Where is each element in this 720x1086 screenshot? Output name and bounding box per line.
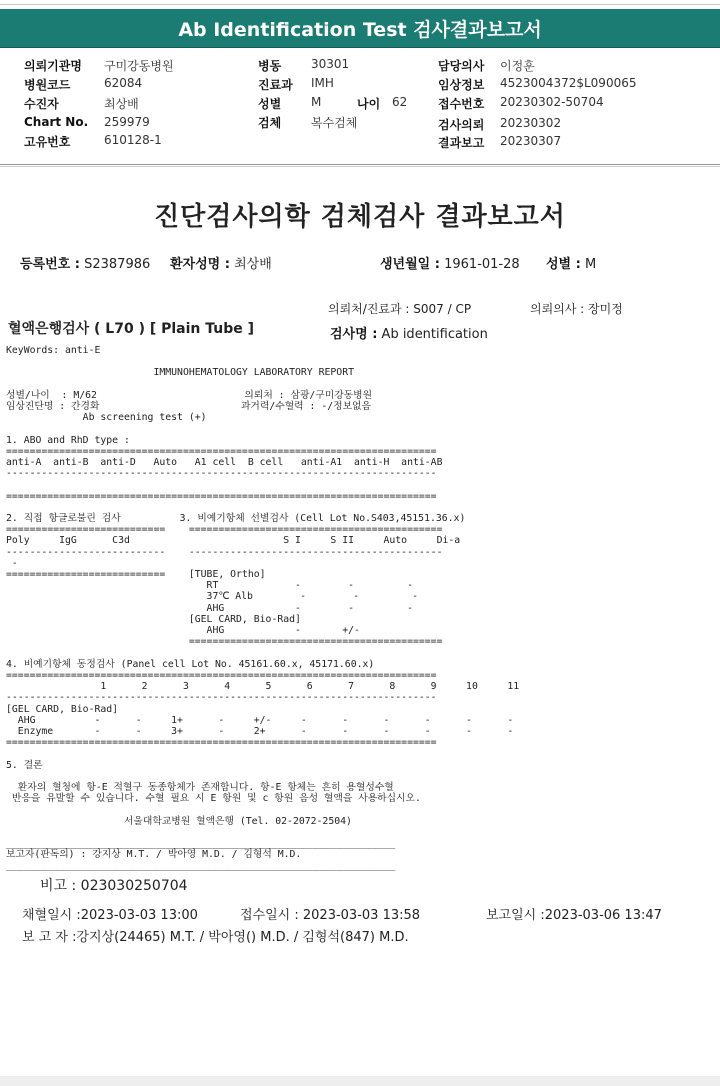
reporters: 보 고 자 :강지상(24465) M.T. / 박아영() M.D. / 김형석(847) M.D.	[22, 930, 409, 945]
result-report-label: 결과보고	[438, 136, 485, 150]
examinee-value: 최상배	[104, 97, 139, 111]
collection-time: 채혈일시 :2023-03-03 13:00	[22, 908, 198, 923]
report-line: 보고자(판독의) : 강지상 M.T. / 박아영 M.D. / 김형석 M.D.	[6, 849, 302, 861]
receipt-no-value: 20230302-50704	[500, 95, 604, 109]
sex-label: 성별	[258, 97, 282, 111]
report-line: Poly IgG C3d S I S II Auto Di-a	[6, 535, 461, 547]
document-title: 진단검사의학 검체검사 결과보고서	[154, 202, 566, 232]
report-line: [GEL CARD, Bio-Rad]	[6, 613, 301, 625]
receipt-time: 접수일시 : 2023-03-03 13:58	[240, 908, 421, 923]
report-line: RT - - -	[6, 580, 413, 592]
birth-date: 생년월일 : 1961-01-28	[380, 257, 520, 272]
report-line: 환자의 혈청에 항-E 적혈구 동종항체가 존재합니다. 항-E 항체는 흔히 용혈성수혈	[6, 781, 394, 793]
report-line: anti-A anti-B anti-D Auto A1 cell B cell anti-A1 anti-H anti-AB	[6, 457, 443, 469]
ward-label: 병동	[258, 59, 282, 73]
patient-sex: 성별 : M	[546, 257, 597, 272]
report-line: =========================== ===========================================	[6, 524, 443, 536]
examinee-row: 수진자	[24, 97, 59, 111]
report-line: =========================================================================	[6, 669, 437, 681]
test-request-value: 20230302	[500, 116, 562, 130]
report-line: __________________________________________________________________	[6, 837, 396, 849]
department-label: 진료과	[258, 78, 293, 92]
report-line: KeyWords: anti-E	[6, 345, 101, 356]
report-line: Enzyme - - 3+ - 2+ - - - - - -	[6, 725, 514, 737]
report-line: __________________________________________________________________	[6, 860, 396, 872]
chart-no-row: Chart No.	[24, 115, 89, 129]
specimen-value: 복수검체	[311, 116, 358, 130]
report-line: 2. 직접 항글로불린 검사 3. 비예기항체 선별검사 (Cell Lot No.S403,45151.36.x)	[6, 513, 466, 525]
referring-department: 의뢰처/진료과 : S007 / CP	[328, 302, 472, 316]
clinical-info-label: 임상정보	[438, 78, 485, 92]
attending-doctor-label: 담당의사	[438, 59, 485, 73]
test-request-label: 검사의뢰	[438, 118, 485, 132]
test-section-title: 혈액은행검사 ( L70 ) [ Plain Tube ]	[8, 321, 255, 337]
report-line: 임상진단명 : 간경화 과거력/수혈력 : -/정보없음	[6, 401, 371, 413]
registration-no: 등록번호 : S2387986	[20, 257, 151, 272]
report-line: 성별/나이 : M/62 의뢰처 : 삼광/구미강동병원	[6, 389, 373, 401]
hospital-name-row: 의뢰기관명	[24, 59, 82, 73]
report-line: 37℃ Alb - - -	[6, 591, 419, 603]
hospital-code-value: 62084	[104, 76, 143, 90]
report-line: -------------------------------------------------------------------------	[6, 468, 437, 480]
header-divider	[0, 164, 720, 165]
specimen-label: 검체	[258, 116, 282, 130]
attending-doctor-value: 이정훈	[500, 59, 535, 73]
hospital-name-value: 구미강동병원	[104, 59, 174, 73]
report-line: =========================== [TUBE, Ortho]	[6, 569, 266, 581]
clinical-info-value: 4523004372$L090065	[500, 76, 637, 90]
report-line: 1 2 3 4 5 6 7 8 9 10 11	[6, 681, 520, 693]
report-line: =========================================================================	[6, 445, 437, 457]
report-line: Ab screening test (+)	[6, 412, 207, 424]
top-divider	[0, 4, 720, 5]
report-line: ===========================================	[6, 636, 443, 648]
patient-name: 환자성명 : 최상배	[170, 257, 272, 272]
report-line: 1. ABO and RhD type :	[6, 434, 130, 446]
report-line: -	[6, 557, 18, 569]
report-line: =========================================================================	[6, 737, 437, 749]
receipt-no-label: 접수번호	[438, 97, 485, 111]
report-line: AHG - +/-	[6, 625, 360, 637]
referring-doctor: 의뢰의사 : 장미정	[530, 302, 623, 316]
chart-no-value: 259979	[104, 115, 150, 129]
hospital-code-row: 병원코드	[24, 78, 71, 92]
report-line: 서울대학교병원 혈액은행 (Tel. 02-2072-2504)	[6, 815, 352, 827]
report-line: 4. 비예기항체 동정검사 (Panel cell Lot No. 45161.60.x, 45171.60.x)	[6, 658, 375, 670]
unique-no-value: 610128-1	[104, 133, 162, 147]
lab-report-body	[6, 345, 519, 872]
remark: 비고 : 023030250704	[40, 878, 188, 894]
ward-value: 30301	[311, 57, 350, 71]
report-line: 5. 결론	[6, 759, 43, 771]
report-line: AHG - - -	[6, 602, 413, 614]
sex-value: M	[311, 95, 322, 109]
bottom-band	[0, 1076, 720, 1086]
age-value: 62	[392, 95, 408, 109]
result-report-value: 20230307	[500, 134, 562, 148]
report-line: -------------------------------------------------------------------------	[6, 692, 437, 704]
report-time: 보고일시 :2023-03-06 13:47	[486, 908, 662, 923]
report-line: =========================================================================	[6, 490, 437, 502]
header-divider-shadow	[0, 166, 720, 167]
age-label: 나이	[357, 97, 381, 111]
report-line: [GEL CARD, Bio-Rad]	[6, 703, 119, 715]
unique-no-row: 고유번호	[24, 135, 71, 149]
report-title: Ab Identification Test 검사결과보고서	[178, 18, 542, 41]
test-name: 검사명 : Ab identification	[330, 327, 488, 342]
department-value: IMH	[311, 76, 334, 90]
report-title-bar	[0, 9, 720, 48]
report-line: AHG - - 1+ - +/- - - - - - -	[6, 714, 514, 726]
report-line: IMMUNOHEMATOLOGY LABORATORY REPORT	[6, 367, 354, 379]
report-line: --------------------------- -------------------------------------------	[6, 546, 443, 558]
report-line: 반응을 유발할 수 있습니다. 수혈 필요 시 E 항원 및 c 항원 음성 혈액을 사용하십시오.	[6, 793, 421, 805]
